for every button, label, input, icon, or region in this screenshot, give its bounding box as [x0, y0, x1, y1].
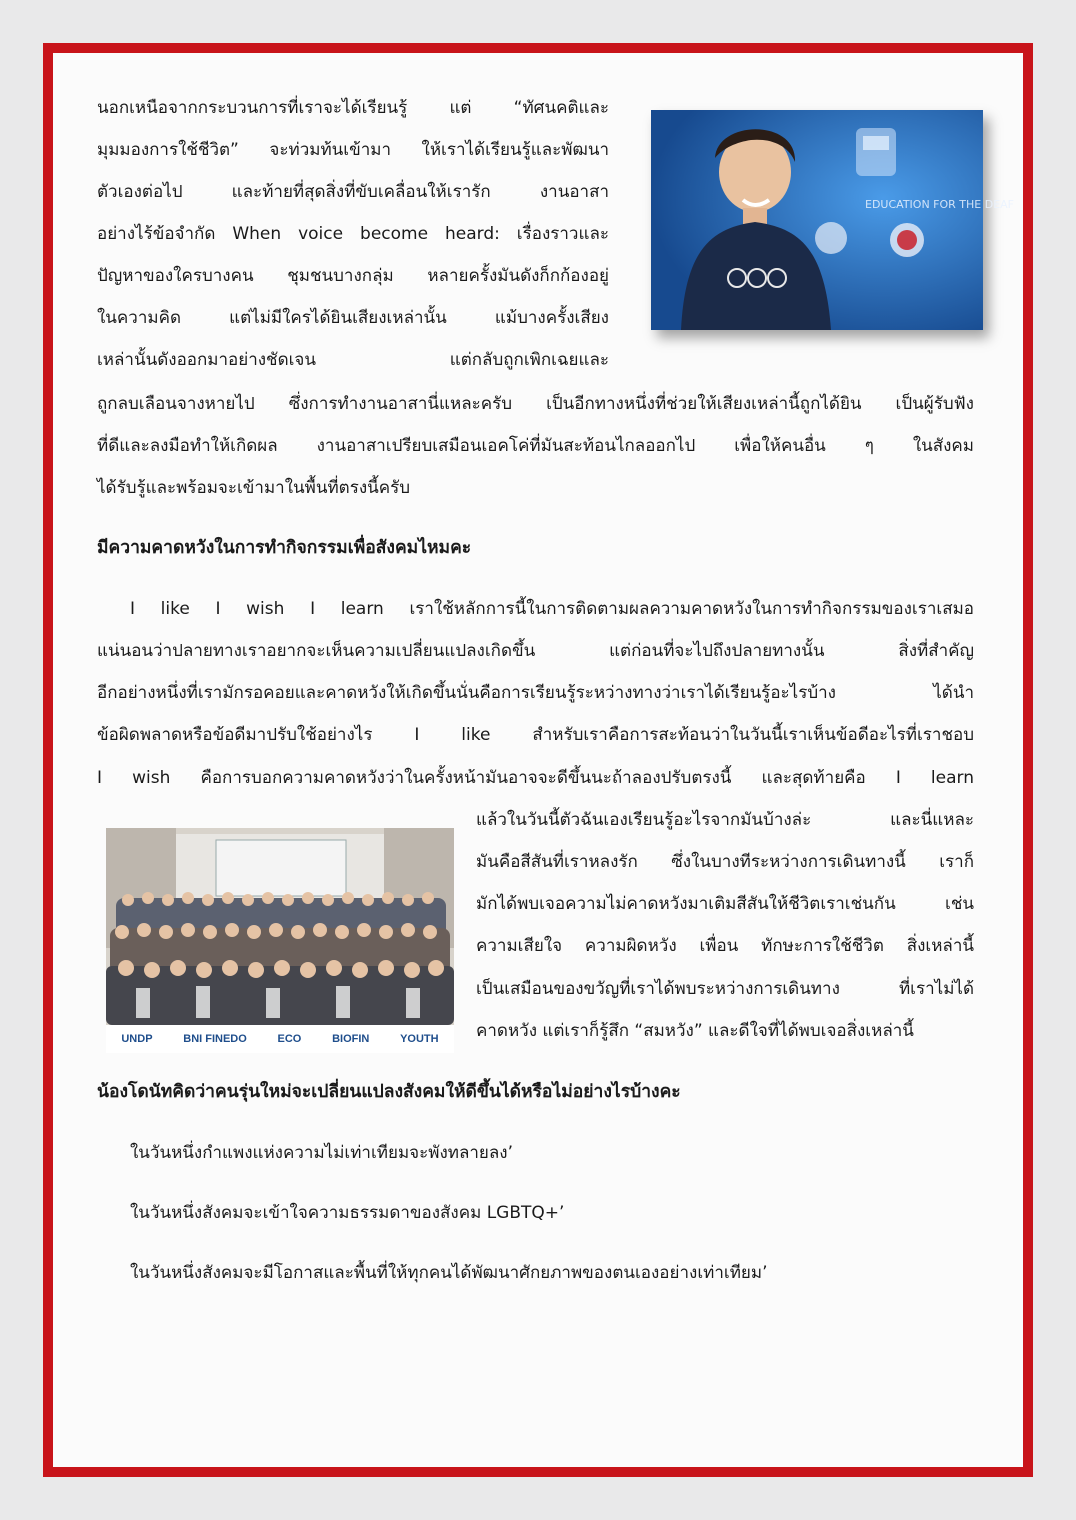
logo-bni: BNI FINEDO [183, 1033, 247, 1045]
question1-line: อีกอย่างหนึ่งที่เรามักรอคอยและคาดหวังให้เกิดขึ้นนั่นคือการเรียนรู้ระหว่างทางว่าเราได้เรียนรู้อะไรบ้าง ได้นำ [97, 683, 974, 703]
portrait-banner-text: EDUCATION FOR THE DEAF [865, 198, 1015, 211]
intro-line: ถูกลบเลือนจางหายไป ซึ่งการทำงานอาสานี่แหละครับ เป็นอีกทางหนึ่งที่ช่วยให้เสียงเหล่านี้ถูกได้ยิน เป็นผู้รับฟัง [97, 394, 974, 414]
intro-line: ในความคิด แต่ไม่มีใครได้ยินเสียงเหล่านั้น แม้บางครั้งเสียง [97, 308, 609, 328]
question2-item: ในวันหนึ่งกำแพงแห่งความไม่เท่าเทียมจะพังทลายลง’ [130, 1143, 514, 1163]
logo-youth: YOUTH [400, 1033, 439, 1045]
intro-line: มุมมองการใช้ชีวิต” จะท่วมท้นเข้ามา ให้เราได้เรียนรู้และพัฒนา [97, 140, 609, 160]
intro-line: นอกเหนือจากกระบวนการที่เราจะได้เรียนรู้ แต่ “ทัศนคติและ [97, 98, 609, 118]
logo-eco: ECO [277, 1033, 302, 1045]
question1-line: ความเสียใจ ความผิดหวัง เพื่อน ทักษะการใช้ชีวิต สิ่งเหล่านี้ [476, 936, 974, 956]
question1-line: คาดหวัง แต่เราก็รู้สึก “สมหวัง” และดีใจที่ได้พบเจอสิ่งเหล่านี้ [476, 1021, 914, 1041]
intro-line: ที่ดีและลงมือทำให้เกิดผล งานอาสาเปรียบเสมือนเอคโค่ที่มันสะท้อนไกลออกไป เพื่อให้คนอื่น ๆ ในสังคม [97, 436, 974, 456]
question2-item: ในวันหนึ่งสังคมจะมีโอกาสและพื้นที่ให้ทุกคนได้พัฒนาศักยภาพของตนเองอย่างเท่าเทียม’ [130, 1263, 768, 1283]
question1-line: แล้วในวันนี้ตัวฉันเองเรียนรู้อะไรจากมันบ้างล่ะ และนี่แหละ [476, 810, 974, 830]
question2-heading: น้องโดนัทคิดว่าคนรุ่นใหม่จะเปลี่ยนแปลงสังคมให้ดีขึ้นได้หรือไม่อย่างไรบ้างคะ [97, 1082, 681, 1102]
question2-item: ในวันหนึ่งสังคมจะเข้าใจความธรรมดาของสังคม LGBTQ+’ [130, 1203, 565, 1223]
question1-line: I like I wish I learn เราใช้หลักการนี้ในการติดตามผลความคาดหวังในการทำกิจกรรมของเราเสมอ [130, 599, 974, 619]
portrait-photo [651, 110, 1015, 330]
intro-line: อย่างไร้ข้อจำกัด When voice become heard: เรื่องราวและ [97, 224, 609, 244]
intro-line: เหล่านั้นดังออกมาอย่างชัดเจน แต่กลับถูกเพิกเฉยและ [97, 350, 609, 370]
question1-line: ข้อผิดพลาดหรือข้อดีมาปรับใช้อย่างไร I like สำหรับเราคือการสะท้อนว่าในวันนี้เราเห็นข้อดีอะไรที่เราชอบ [97, 725, 974, 745]
intro-line: ตัวเองต่อไป และท้ายที่สุดสิ่งที่ขับเคลื่อนให้เรารัก งานอาสา [97, 182, 609, 202]
intro-line: ปัญหาของใครบางคน ชุมชนบางกลุ่ม หลายครั้งมันดังก็กก้องอยู่ [97, 266, 609, 286]
question1-line: เป็นเสมือนของขวัญที่เราได้พบระหว่างการเดินทาง ที่เราไม่ได้ [476, 979, 974, 999]
sponsor-logos [106, 1025, 454, 1053]
question1-line: I wish คือการบอกความคาดหวังว่าในครั้งหน้ามันอาจจะดีขึ้นนะถ้าลองปรับตรงนี้ และสุดท้ายคือ I learn [97, 768, 974, 788]
group-photo [106, 828, 454, 1053]
question1-line: มักได้พบเจอความไม่คาดหวังมาเติมสีสันให้ชีวิตเราเช่นกัน เช่น [476, 894, 974, 914]
question1-heading: มีความคาดหวังในการทำกิจกรรมเพื่อสังคมไหมคะ [97, 538, 472, 558]
intro-line: ได้รับรู้และพร้อมจะเข้ามาในพื้นที่ตรงนี้ครับ [97, 478, 411, 498]
logo-biofin: BIOFIN [332, 1033, 370, 1045]
question1-line: แน่นอนว่าปลายทางเราอยากจะเห็นความเปลี่ยนแปลงเกิดขึ้น แต่ก่อนที่จะไปถึงปลายทางนั้น สิ่งที่สำคัญ [97, 641, 974, 661]
logo-undp: UNDP [121, 1033, 153, 1045]
question1-line: มันคือสีสันที่เราหลงรัก ซึ่งในบางทีระหว่างการเดินทางนี้ เราก็ [476, 852, 974, 872]
group-photo-illustration [106, 828, 454, 1025]
portrait-illustration [651, 110, 1015, 330]
